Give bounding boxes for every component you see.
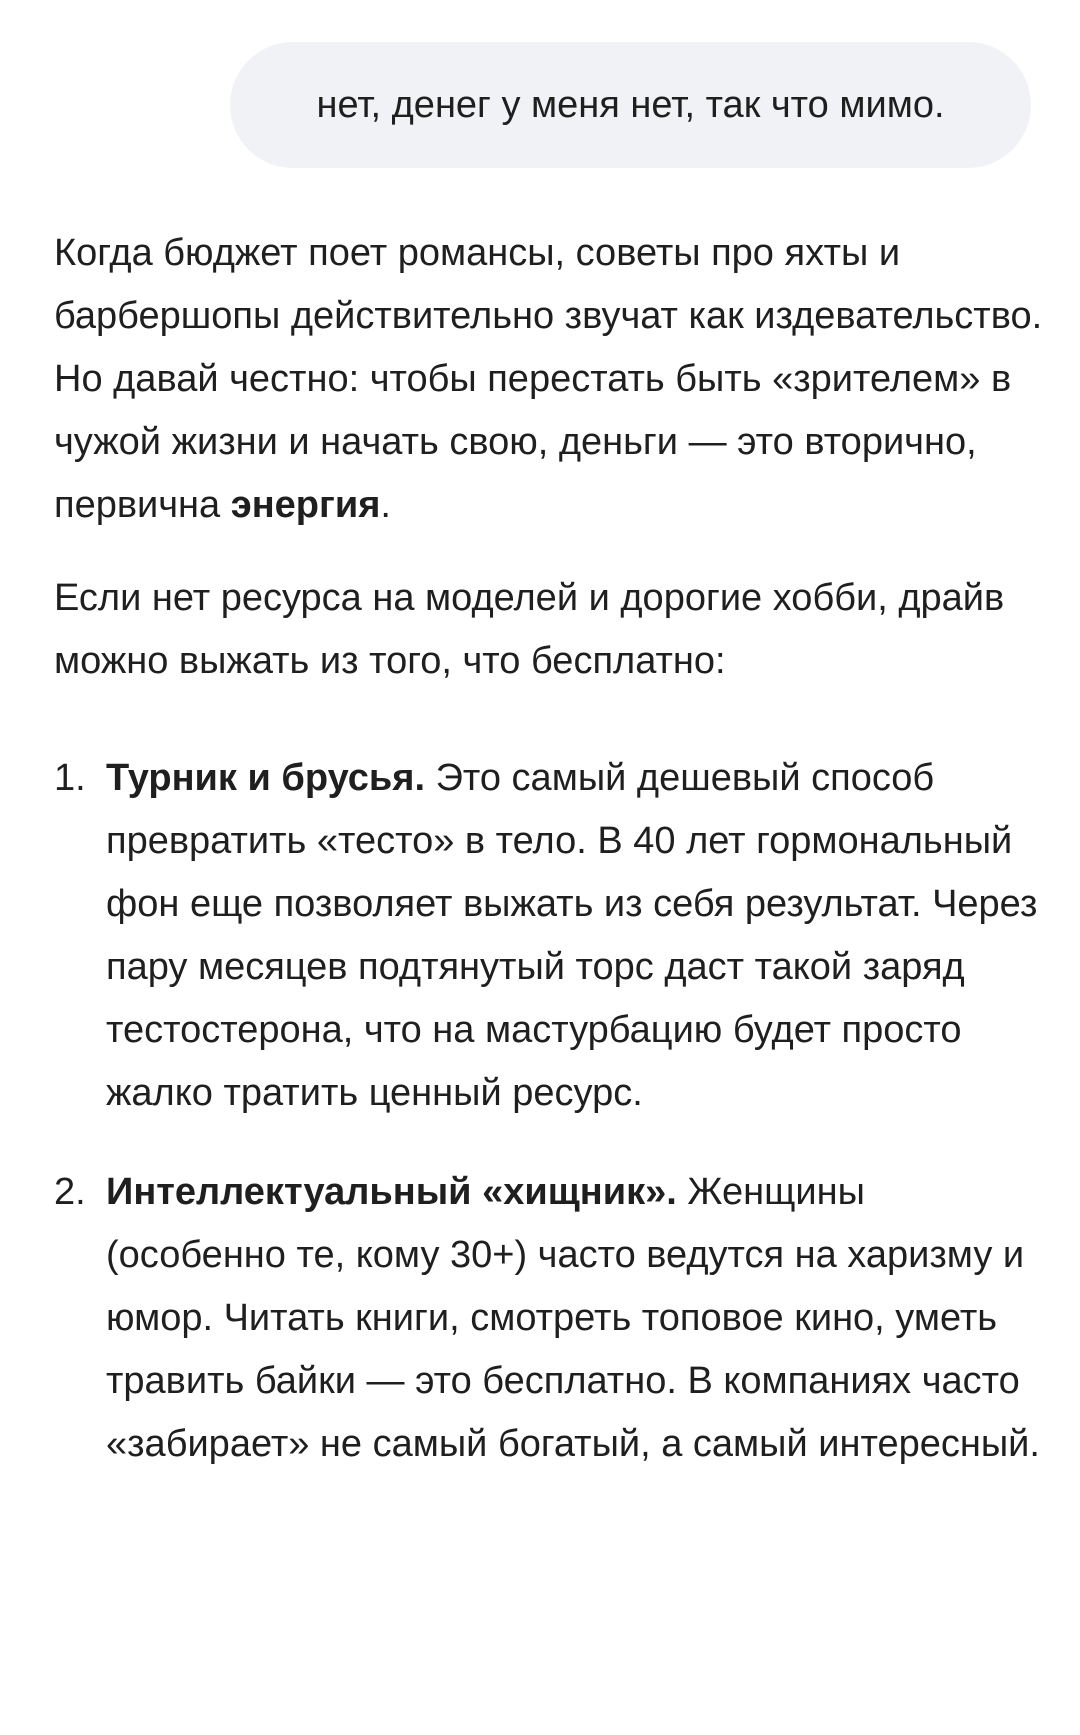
list-item [54,747,1044,1125]
list-item-title: Турник и брусья. [106,757,426,799]
response-paragraph-2 [54,567,1044,693]
list-item-number: 2. [54,1171,86,1213]
user-message-text: нет, денег у меня нет, так что мимо. [316,83,945,126]
assistant-response [54,222,1044,1476]
list-item-text: Это самый дешевый способ превратить «тесто» в тело. В 40 лет гормональный фон еще позволяет выжать из себя результат. Через пару месяцев подтянутый торс даст такой заряд тестостерона, что на мастурбацию будет просто жалко тратить ценный ресурс. [106,757,1038,1114]
list-item-title: Интеллектуальный «хищник». [106,1171,677,1213]
list-item-text: Женщины (особенно те, кому 30+) часто ведутся на харизму и юмор. Читать книги, смотреть топовое кино, уметь травить байки — это бесплатно. В компаниях часто «забирает» не самый богатый, а самый интересный. [106,1171,1040,1465]
paragraph-2-text: Если нет ресурса на моделей и дорогие хобби, драйв можно выжать из того, что бесплатно: [54,577,1005,682]
paragraph-1-tail: . [380,484,391,526]
response-list [54,747,1044,1476]
paragraph-1-text: Когда бюджет поет романсы, советы про яхты и барбершопы действительно звучат как издевательство. Но давай честно: чтобы перестать быть «зрителем» в чужой жизни и начать свою, деньги — это вторично, первична [54,232,1043,526]
list-item [54,1161,1044,1476]
response-paragraph-1 [54,222,1044,537]
user-message-bubble [230,42,1031,168]
list-item-number: 1. [54,757,86,799]
paragraph-1-bold: энергия [230,484,381,526]
